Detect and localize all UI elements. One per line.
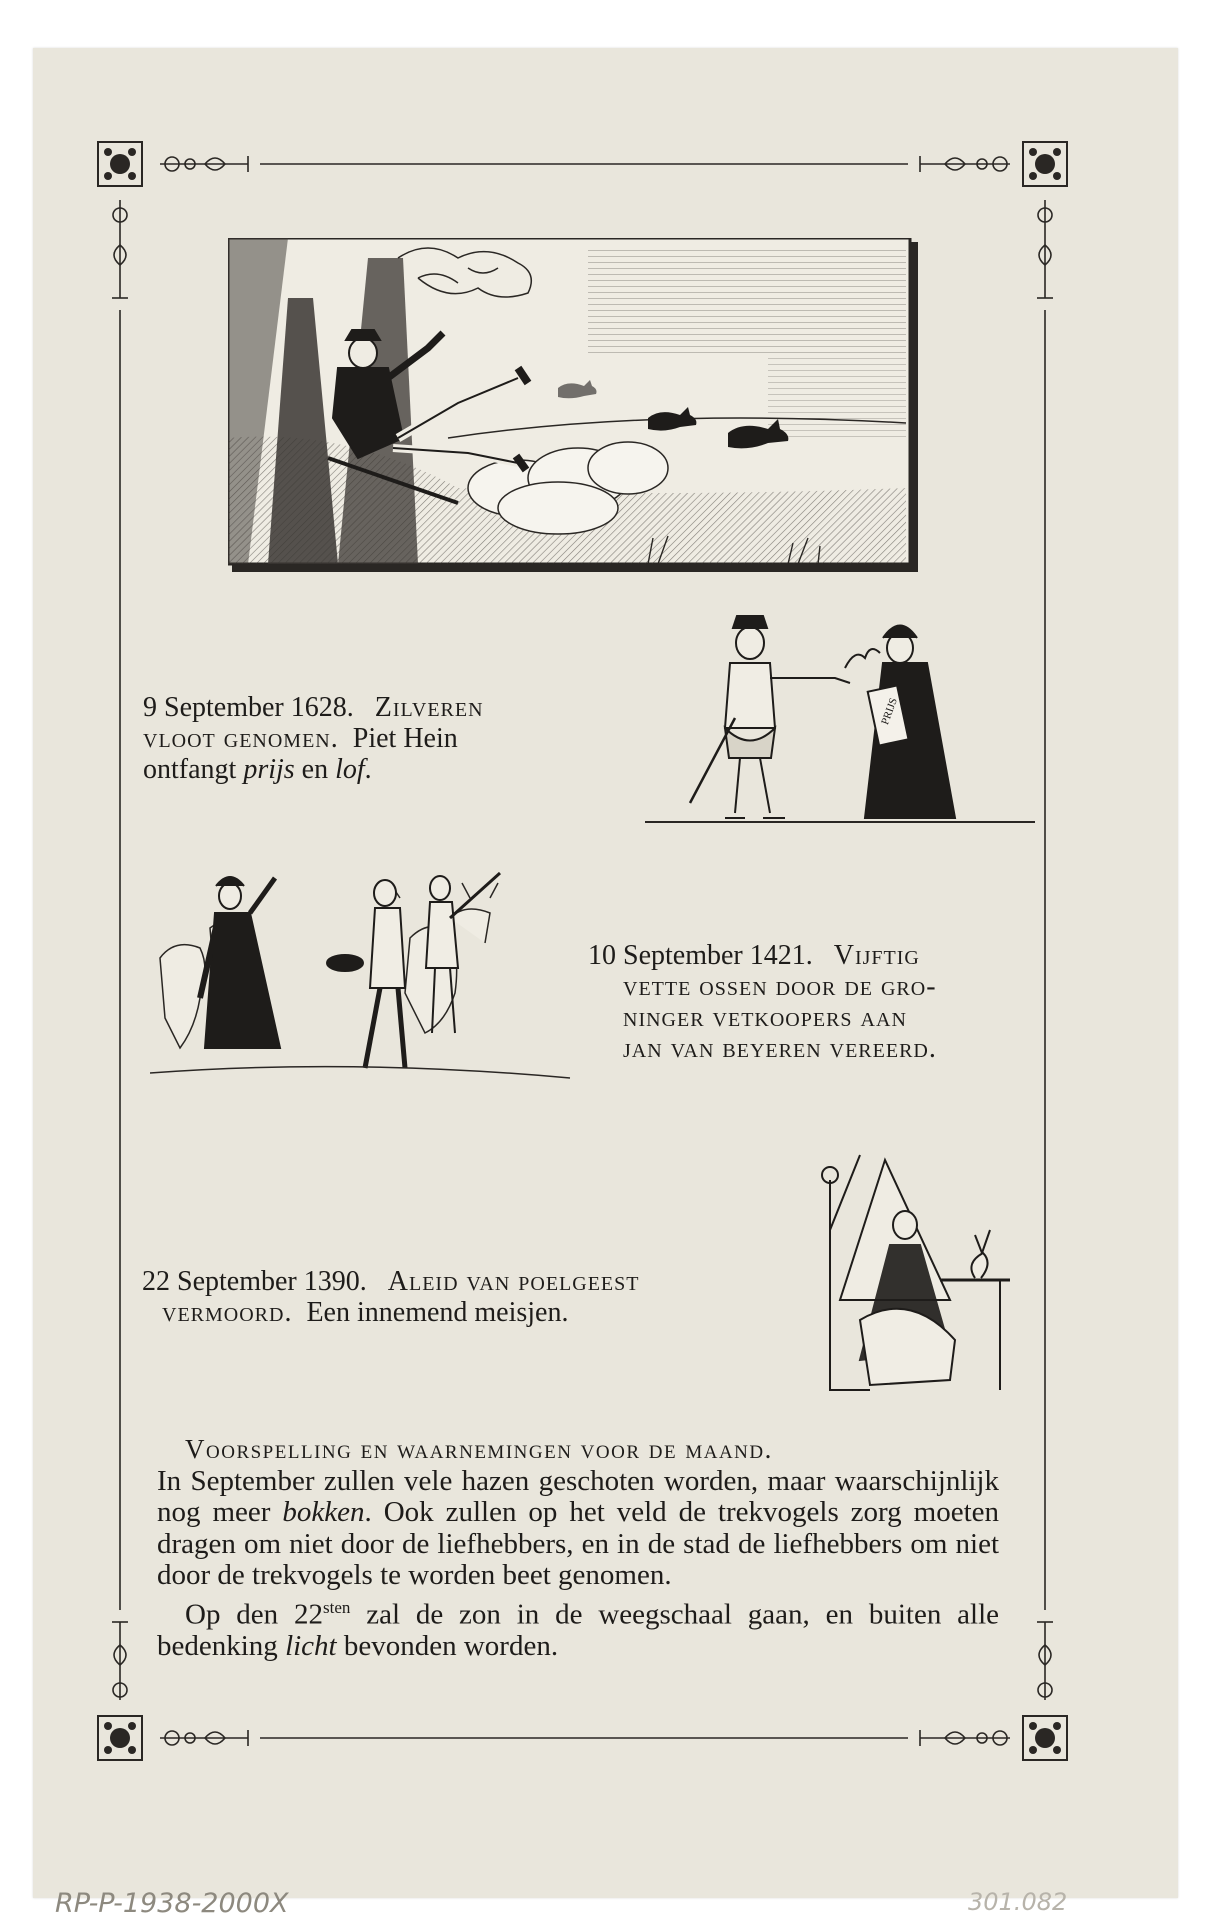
entry-text: Piet Hein — [352, 723, 458, 754]
piet-hein-engraving — [645, 608, 1035, 828]
entry-line — [142, 1266, 802, 1297]
prediction-superscript: sten — [322, 1597, 351, 1617]
prediction-paragraph — [157, 1592, 999, 1663]
entry-date: 10 September 1421. — [588, 940, 813, 971]
entry-text: . — [364, 754, 372, 785]
entry-text: Een innemend meisjen. — [306, 1297, 569, 1328]
entry-line — [143, 723, 608, 754]
entry-emphasis: prijs — [243, 754, 295, 785]
entry-date: 22 September 1390. — [142, 1266, 367, 1297]
prediction-text: bevonden worden. — [343, 1629, 559, 1662]
entry-line — [142, 1297, 802, 1328]
entry-title: Vijftig — [833, 940, 920, 971]
entry-date: 9 September 1628. — [143, 692, 354, 723]
entry-line — [143, 692, 608, 723]
entry-aleid-van-poelgeest — [142, 1266, 802, 1328]
oxen-engraving — [150, 868, 610, 1090]
entry-title: jan van beyeren vereerd. — [623, 1033, 937, 1064]
prediction-text: zal de zon in de weegschaal gaan, en buiten alle bedenking — [157, 1598, 1000, 1662]
entry-title: vermoord. — [162, 1297, 293, 1328]
entry-title: vette ossen door de gro- — [623, 971, 937, 1002]
prediction-text: . Ook zullen op het veld de trekvogels zorg moeten dragen om niet door de liefhebbers, en in de stad de liefhebbers om niet door de trekvogels te worden beet genomen. — [157, 1496, 999, 1591]
entry-title: Aleid van poelgeest — [387, 1266, 640, 1297]
entry-jan-van-beyeren — [588, 940, 1018, 1064]
entry-emphasis: lof — [335, 754, 365, 785]
prediction-paragraph — [157, 1466, 999, 1592]
prediction-emphasis: licht — [285, 1629, 337, 1662]
entry-line — [143, 754, 608, 785]
entry-title: ninger vetkoopers aan — [623, 1002, 907, 1033]
inventory-number: RP-P-1938-2000X — [55, 1888, 289, 1919]
entry-text: ontfangt — [143, 754, 237, 785]
prediction-text: In September zullen vele hazen geschoten worden, maar waarschijnlijk nog meer — [157, 1464, 999, 1528]
prediction-section — [157, 1434, 999, 1662]
entry-title: Zilveren — [374, 692, 484, 723]
entry-piet-hein — [143, 692, 608, 785]
aleid-engraving — [800, 1150, 1020, 1400]
prijs-book-label: PRIJS — [879, 696, 900, 727]
hunter-engraving — [228, 238, 920, 574]
prediction-text: Op den 22 — [185, 1598, 323, 1631]
prediction-emphasis: bokken — [282, 1496, 365, 1528]
entry-text: en — [301, 754, 329, 785]
inventory-number-right: 301.082 — [968, 1888, 1068, 1916]
entry-line — [588, 940, 1018, 971]
entry-title: vloot genomen. — [143, 723, 339, 754]
prediction-heading: Voorspelling en waarnemingen voor de maand. — [185, 1434, 773, 1464]
